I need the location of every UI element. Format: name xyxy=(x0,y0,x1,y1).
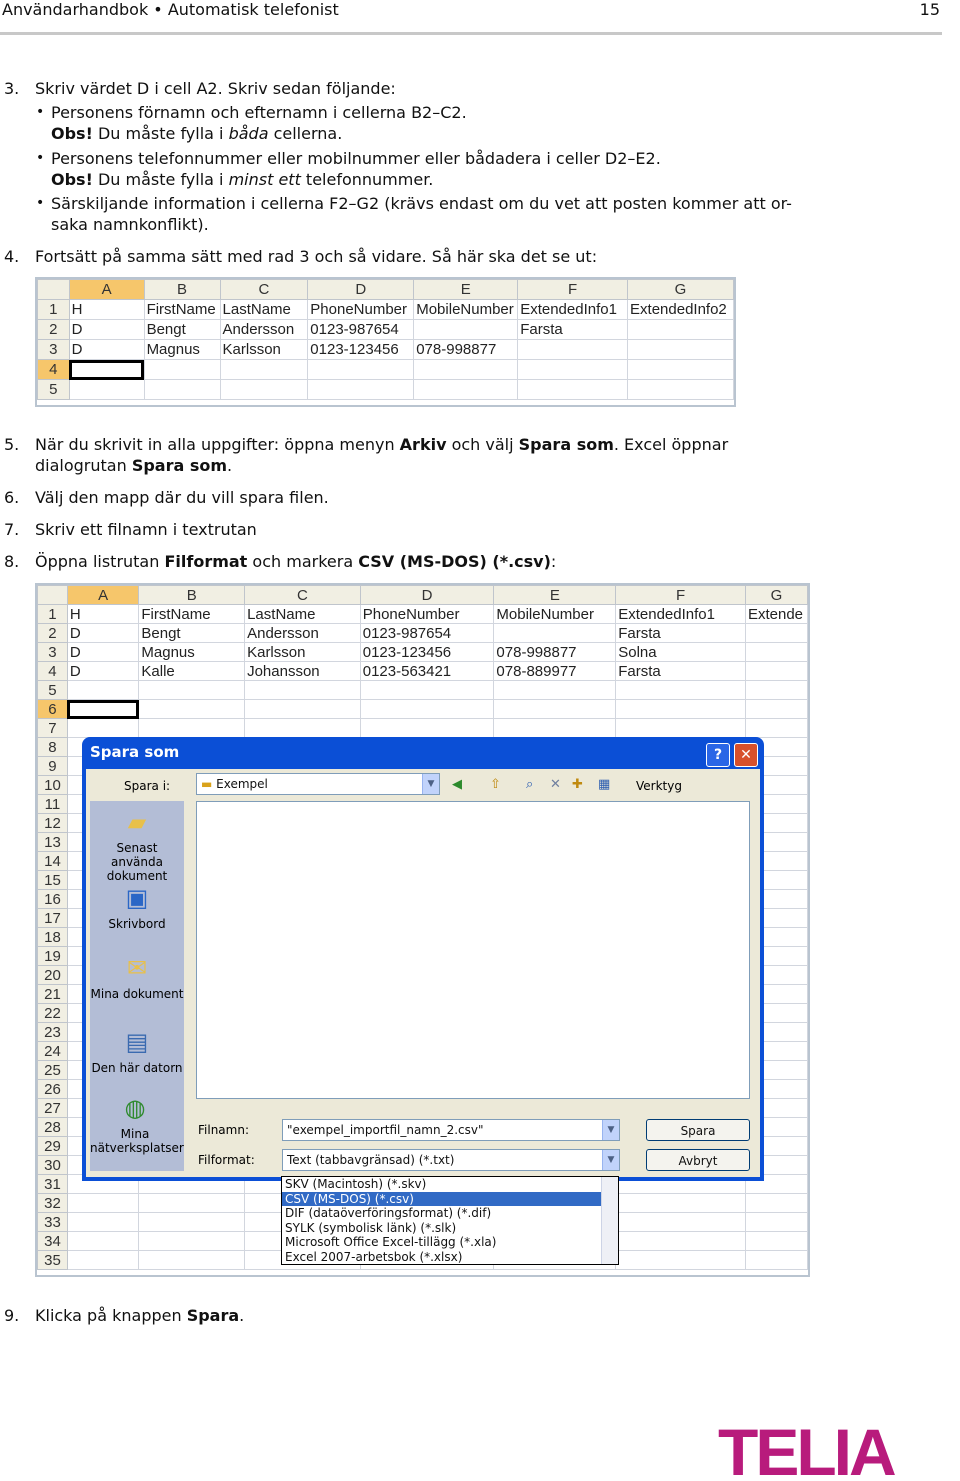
row-header[interactable]: 2 xyxy=(38,320,70,340)
column-header[interactable]: A xyxy=(67,586,138,605)
step-7-text: Skriv ett filnamn i textrutan xyxy=(35,520,257,539)
file-format-label: Filformat: xyxy=(198,1153,255,1167)
cell[interactable] xyxy=(745,1251,807,1270)
bullet-icon: • xyxy=(36,150,45,166)
spreadsheet-example-1 xyxy=(35,277,736,407)
cell[interactable] xyxy=(616,719,746,738)
cell[interactable]: PhoneNumber xyxy=(308,300,414,320)
row-header[interactable]: 5 xyxy=(38,380,70,400)
cell[interactable] xyxy=(628,360,734,380)
cell[interactable]: Farsta xyxy=(518,320,628,340)
button-name: Spara xyxy=(186,1306,240,1325)
cell[interactable] xyxy=(139,700,245,719)
row-header[interactable]: 23 xyxy=(38,1023,68,1042)
cell[interactable]: Bengt xyxy=(144,320,220,340)
cell[interactable] xyxy=(745,1213,807,1232)
row-header[interactable]: 20 xyxy=(38,966,68,985)
file-format-dropdown[interactable] xyxy=(282,1149,620,1171)
cell[interactable] xyxy=(414,320,518,340)
cell[interactable] xyxy=(494,719,616,738)
step-5 xyxy=(4,434,729,455)
filename-value: "exempel_importfil_namn_2.csv" xyxy=(287,1123,484,1137)
format-option[interactable]: SYLK (symbolisk länk) (*.slk) xyxy=(285,1220,457,1235)
cell[interactable]: 0123-987654 xyxy=(308,320,414,340)
cell[interactable]: ExtendedInfo2 xyxy=(628,300,734,320)
row-header[interactable]: 24 xyxy=(38,1042,68,1061)
cell[interactable]: Andersson xyxy=(245,624,361,643)
cell[interactable]: D xyxy=(69,320,144,340)
row-header[interactable]: 1 xyxy=(38,605,68,624)
format-option[interactable]: Excel 2007-arbetsbok (*.xlsx) xyxy=(285,1249,463,1264)
note-emphasis: minst ett xyxy=(228,170,301,189)
tools-menu[interactable]: Verktyg xyxy=(636,779,682,793)
row-header[interactable]: 17 xyxy=(38,909,68,928)
cell[interactable] xyxy=(745,719,807,738)
dialog-body xyxy=(86,769,760,1177)
column-header[interactable]: E xyxy=(414,280,518,300)
field-name: Filformat xyxy=(164,552,248,571)
cell[interactable] xyxy=(245,719,361,738)
cell[interactable] xyxy=(67,719,138,738)
cell[interactable]: Andersson xyxy=(220,320,308,340)
note-text: Du måste fylla i xyxy=(92,170,229,189)
bullet-3-line-2: saka namnkonflikt). xyxy=(51,215,209,234)
cell[interactable] xyxy=(494,700,616,719)
column-header[interactable]: B xyxy=(144,280,220,300)
network-icon: ◍ xyxy=(124,1094,146,1122)
save-in-value: Exempel xyxy=(216,777,268,791)
cell[interactable]: PhoneNumber xyxy=(360,605,494,624)
step-7 xyxy=(4,519,257,540)
step-4-number: 4. xyxy=(4,247,20,266)
column-header[interactable]: D xyxy=(308,280,414,300)
cell[interactable]: LastName xyxy=(245,605,361,624)
cell[interactable] xyxy=(308,360,414,380)
save-in-dropdown[interactable] xyxy=(196,773,440,795)
note-text: cellerna. xyxy=(268,124,343,143)
cell[interactable]: D xyxy=(67,624,138,643)
filename-label: Filnamn: xyxy=(198,1123,249,1137)
row-header[interactable]: 4 xyxy=(38,662,68,681)
cell[interactable] xyxy=(628,320,734,340)
place-my-computer[interactable] xyxy=(90,1027,184,1075)
text: . Excel öppnar xyxy=(613,435,729,454)
step-4-text: Fortsätt på samma sätt med rad 3 och så vidare. Så här ska det se ut: xyxy=(35,247,598,266)
cell[interactable] xyxy=(628,380,734,400)
chevron-down-icon[interactable]: ▼ xyxy=(602,1120,619,1140)
row-header[interactable]: 2 xyxy=(38,624,68,643)
cell[interactable]: H xyxy=(67,605,138,624)
row-header[interactable]: 16 xyxy=(38,890,68,909)
row-header[interactable]: 9 xyxy=(38,757,68,776)
cell[interactable] xyxy=(245,700,361,719)
cell[interactable] xyxy=(144,380,220,400)
table-row xyxy=(38,624,808,643)
column-header[interactable]: G xyxy=(745,586,807,605)
text: och markera xyxy=(247,552,359,571)
folder-icon: ▬ xyxy=(201,777,213,791)
table-row xyxy=(38,662,808,681)
cell[interactable]: FirstName xyxy=(139,605,245,624)
computer-icon: ▤ xyxy=(125,1028,149,1056)
table-row xyxy=(38,681,808,700)
cell[interactable] xyxy=(414,360,518,380)
menu-item-name: Spara som xyxy=(518,435,614,454)
cell[interactable] xyxy=(616,1251,746,1270)
step-3 xyxy=(4,78,396,99)
cell[interactable]: 0123-563421 xyxy=(360,662,494,681)
menu-name: Arkiv xyxy=(399,435,447,454)
step-5-text xyxy=(35,434,728,455)
chevron-down-icon[interactable]: ▼ xyxy=(602,1150,619,1170)
row-header[interactable]: 34 xyxy=(38,1232,68,1251)
step-6 xyxy=(4,487,329,508)
cell[interactable]: Karlsson xyxy=(245,643,361,662)
cell[interactable]: Extende xyxy=(745,605,807,624)
text: . xyxy=(239,1306,245,1325)
corner-cell xyxy=(38,586,68,605)
column-header[interactable]: F xyxy=(616,586,746,605)
chevron-down-icon[interactable]: ▼ xyxy=(422,774,439,794)
help-button[interactable]: ? xyxy=(706,743,730,767)
cell[interactable]: D xyxy=(69,340,144,360)
place-label: Skrivbord xyxy=(108,917,166,931)
page-number: 15 xyxy=(919,0,940,19)
cell[interactable]: Karlsson xyxy=(220,340,308,360)
place-my-documents[interactable] xyxy=(90,953,184,1001)
telia-logo xyxy=(718,1425,954,1477)
row-header[interactable]: 10 xyxy=(38,776,68,795)
note-emphasis: båda xyxy=(228,124,269,143)
cell[interactable] xyxy=(518,380,628,400)
cell[interactable] xyxy=(616,681,746,700)
save-in-label: Spara i: xyxy=(124,779,171,793)
row-header[interactable]: 25 xyxy=(38,1061,68,1080)
cell[interactable] xyxy=(616,1194,746,1213)
cell[interactable] xyxy=(616,700,746,719)
cell[interactable] xyxy=(139,1194,245,1213)
bullet-1-note xyxy=(51,123,342,144)
cell[interactable] xyxy=(245,681,361,700)
place-network[interactable] xyxy=(90,1093,184,1155)
cell[interactable]: Kalle xyxy=(139,662,245,681)
folder-icon: ▰ xyxy=(127,808,147,836)
close-button[interactable]: ✕ xyxy=(734,743,758,767)
place-label: Mina dokument xyxy=(90,987,184,1001)
cell[interactable] xyxy=(745,624,807,643)
new-folder-icon[interactable]: ✚ xyxy=(572,777,583,792)
place-desktop[interactable] xyxy=(90,883,184,931)
cell[interactable] xyxy=(308,380,414,400)
table-row xyxy=(38,320,734,340)
cell[interactable]: FirstName xyxy=(144,300,220,320)
note-text: Du måste fylla i xyxy=(92,124,229,143)
cell[interactable] xyxy=(745,681,807,700)
places-bar xyxy=(90,801,184,1171)
cell[interactable] xyxy=(67,681,138,700)
row-header[interactable]: 29 xyxy=(38,1137,68,1156)
row-header[interactable]: 8 xyxy=(38,738,68,757)
cell[interactable]: 0123-123456 xyxy=(360,643,494,662)
cell[interactable]: Farsta xyxy=(616,662,746,681)
row-header[interactable]: 32 xyxy=(38,1194,68,1213)
page-header xyxy=(0,0,942,35)
views-icon[interactable]: ▦ xyxy=(598,777,611,792)
row-header[interactable]: 4 xyxy=(38,360,70,380)
table-row xyxy=(38,300,734,320)
cell[interactable] xyxy=(360,681,494,700)
cell[interactable] xyxy=(616,1213,746,1232)
bullet-icon: • xyxy=(36,104,45,120)
file-format-value: Text (tabbavgränsad) (*.txt) xyxy=(287,1153,455,1167)
obs-label: Obs! xyxy=(51,170,93,189)
cell[interactable] xyxy=(745,643,807,662)
place-recent[interactable] xyxy=(90,807,184,883)
step-6-text: Välj den mapp där du vill spara filen. xyxy=(35,488,329,507)
row-header[interactable]: 5 xyxy=(38,681,68,700)
step-8-text xyxy=(35,551,556,572)
option-name: CSV (MS-DOS) (*.csv) xyxy=(358,552,551,571)
cell[interactable] xyxy=(414,380,518,400)
cell[interactable]: 078-998877 xyxy=(414,340,518,360)
row-header[interactable]: 28 xyxy=(38,1118,68,1137)
cell[interactable] xyxy=(494,681,616,700)
bullet-1: Personens förnamn och efternamn i cellerna B2–C2. xyxy=(51,103,467,122)
cell[interactable] xyxy=(494,624,616,643)
step-9-number: 9. xyxy=(4,1306,20,1325)
cell[interactable]: ExtendedInfo1 xyxy=(518,300,628,320)
header-title: Användarhandbok • Automatisk telefonist xyxy=(2,0,339,19)
bullet-icon: • xyxy=(36,195,45,211)
cell[interactable]: Farsta xyxy=(616,624,746,643)
row-header[interactable]: 18 xyxy=(38,928,68,947)
cancel-button[interactable]: Avbryt xyxy=(646,1149,750,1171)
active-cell[interactable] xyxy=(69,360,144,380)
step-9 xyxy=(4,1305,245,1326)
cell[interactable]: 0123-123456 xyxy=(308,340,414,360)
column-header[interactable]: B xyxy=(139,586,245,605)
place-label: Den här datorn xyxy=(91,1061,183,1075)
back-icon[interactable]: ◀ xyxy=(452,777,462,792)
row-header[interactable]: 1 xyxy=(38,300,70,320)
place-label: Mina nätverksplatser xyxy=(90,1127,184,1155)
bullet-2-note xyxy=(51,169,433,190)
cell[interactable] xyxy=(67,1251,138,1270)
step-8 xyxy=(4,551,557,572)
text: . xyxy=(227,456,233,475)
filename-input[interactable] xyxy=(282,1119,620,1141)
cell[interactable] xyxy=(518,340,628,360)
row-header[interactable]: 6 xyxy=(38,700,68,719)
cell[interactable] xyxy=(628,340,734,360)
cell[interactable] xyxy=(220,380,308,400)
active-cell[interactable] xyxy=(67,700,138,719)
cell[interactable] xyxy=(67,1194,138,1213)
step-4 xyxy=(4,246,598,267)
column-header[interactable]: C xyxy=(220,280,308,300)
cell[interactable] xyxy=(139,1213,245,1232)
table-row xyxy=(38,643,808,662)
column-header[interactable]: E xyxy=(494,586,616,605)
cell[interactable]: 0123-987654 xyxy=(360,624,494,643)
cell[interactable] xyxy=(360,719,494,738)
cell[interactable] xyxy=(67,1213,138,1232)
text: Klicka på knappen xyxy=(35,1306,187,1325)
cell[interactable] xyxy=(144,360,220,380)
row-header[interactable]: 19 xyxy=(38,947,68,966)
cell[interactable]: 078-998877 xyxy=(494,643,616,662)
table-row xyxy=(38,700,808,719)
save-as-dialog xyxy=(82,737,764,1181)
step-3-text: Skriv värdet D i cell A2. Skriv sedan följande: xyxy=(35,79,396,98)
row-header[interactable]: 26 xyxy=(38,1080,68,1099)
row-header[interactable]: 11 xyxy=(38,795,68,814)
step-7-number: 7. xyxy=(4,520,20,539)
row-header[interactable]: 7 xyxy=(38,719,68,738)
row-header[interactable]: 35 xyxy=(38,1251,68,1270)
format-option[interactable]: Microsoft Office Excel-tillägg (*.xla) xyxy=(285,1235,497,1250)
row-header[interactable]: 3 xyxy=(38,340,70,360)
scrollbar[interactable] xyxy=(601,1177,618,1264)
file-list[interactable] xyxy=(196,801,750,1099)
cell[interactable]: H xyxy=(69,300,144,320)
cell[interactable] xyxy=(745,700,807,719)
table-row xyxy=(38,340,734,360)
dialog-title: Spara som xyxy=(90,743,180,761)
cell[interactable] xyxy=(745,1232,807,1251)
search-web-icon[interactable]: ⌕ xyxy=(526,777,534,792)
row-header[interactable]: 21 xyxy=(38,985,68,1004)
place-label: Senast använda dokument xyxy=(106,841,168,883)
logo-text: TELIA xyxy=(718,1425,894,1477)
cell[interactable]: D xyxy=(67,662,138,681)
cell[interactable] xyxy=(220,360,308,380)
row-header[interactable]: 12 xyxy=(38,814,68,833)
row-header[interactable]: 15 xyxy=(38,871,68,890)
step-5-number: 5. xyxy=(4,435,20,454)
text: : xyxy=(550,552,557,571)
text: Öppna listrutan xyxy=(35,552,165,571)
row-header[interactable]: 3 xyxy=(38,643,68,662)
row-header[interactable]: 14 xyxy=(38,852,68,871)
cell[interactable] xyxy=(745,1194,807,1213)
cell[interactable] xyxy=(360,700,494,719)
row-header[interactable]: 22 xyxy=(38,1004,68,1023)
row-header[interactable]: 27 xyxy=(38,1099,68,1118)
bullet-3-line-1: Särskiljande information i cellerna F2–G2 (krävs endast om du vet att posten kommer att or- xyxy=(51,194,792,213)
row-header[interactable]: 31 xyxy=(38,1175,68,1194)
text: och välj xyxy=(446,435,519,454)
bullet-2: Personens telefonnummer eller mobilnummer eller bådadera i celler D2–E2. xyxy=(51,149,661,168)
save-button[interactable]: Spara xyxy=(646,1119,750,1141)
column-header[interactable]: A xyxy=(69,280,144,300)
file-format-options[interactable] xyxy=(281,1176,619,1265)
step-8-number: 8. xyxy=(4,552,20,571)
desktop-icon: ▣ xyxy=(125,884,149,912)
cell[interactable]: Magnus xyxy=(144,340,220,360)
table-row xyxy=(38,605,808,624)
step-5-line-2 xyxy=(35,455,232,476)
cell[interactable] xyxy=(69,380,144,400)
obs-label: Obs! xyxy=(51,124,93,143)
row-header[interactable]: 30 xyxy=(38,1156,68,1175)
table-row xyxy=(38,719,808,738)
cell[interactable] xyxy=(139,1232,245,1251)
cell[interactable]: MobileNumber xyxy=(494,605,616,624)
note-text: telefonnummer. xyxy=(300,170,434,189)
step-6-number: 6. xyxy=(4,488,20,507)
cell[interactable]: LastName xyxy=(220,300,308,320)
column-header[interactable]: G xyxy=(628,280,734,300)
row-header[interactable]: 13 xyxy=(38,833,68,852)
table-row xyxy=(38,380,734,400)
cell[interactable]: MobileNumber xyxy=(414,300,518,320)
cell[interactable]: Solna xyxy=(616,643,746,662)
cell[interactable] xyxy=(139,719,245,738)
format-option-selected[interactable]: CSV (MS-DOS) (*.csv) xyxy=(282,1192,618,1207)
cell[interactable]: Bengt xyxy=(139,624,245,643)
step-3-number: 3. xyxy=(4,79,20,98)
cell[interactable] xyxy=(616,1232,746,1251)
cell[interactable] xyxy=(745,662,807,681)
corner-cell xyxy=(38,280,70,300)
dialog-name: Spara som xyxy=(131,456,228,475)
cell[interactable]: Magnus xyxy=(139,643,245,662)
documents-folder-icon: ✉ xyxy=(126,954,148,982)
table-row xyxy=(38,360,734,380)
text: dialogrutan xyxy=(35,456,132,475)
cell[interactable] xyxy=(139,1251,245,1270)
step-9-text xyxy=(35,1305,244,1326)
column-header[interactable]: C xyxy=(245,586,361,605)
cell[interactable] xyxy=(518,360,628,380)
column-header[interactable]: D xyxy=(360,586,494,605)
cell[interactable] xyxy=(139,681,245,700)
cell[interactable]: Johansson xyxy=(245,662,361,681)
cell[interactable]: ExtendedInfo1 xyxy=(616,605,746,624)
cell[interactable]: 078-889977 xyxy=(494,662,616,681)
format-option[interactable]: SKV (Macintosh) (*.skv) xyxy=(285,1177,427,1191)
delete-icon[interactable]: ✕ xyxy=(550,777,561,792)
format-option[interactable]: DIF (dataöverföringsformat) (*.dif) xyxy=(285,1206,492,1221)
cell[interactable]: D xyxy=(67,643,138,662)
row-header[interactable]: 33 xyxy=(38,1213,68,1232)
up-folder-icon[interactable]: ⇧ xyxy=(490,777,501,792)
column-header[interactable]: F xyxy=(518,280,628,300)
text: När du skrivit in alla uppgifter: öppna menyn xyxy=(35,435,400,454)
cell[interactable] xyxy=(67,1232,138,1251)
